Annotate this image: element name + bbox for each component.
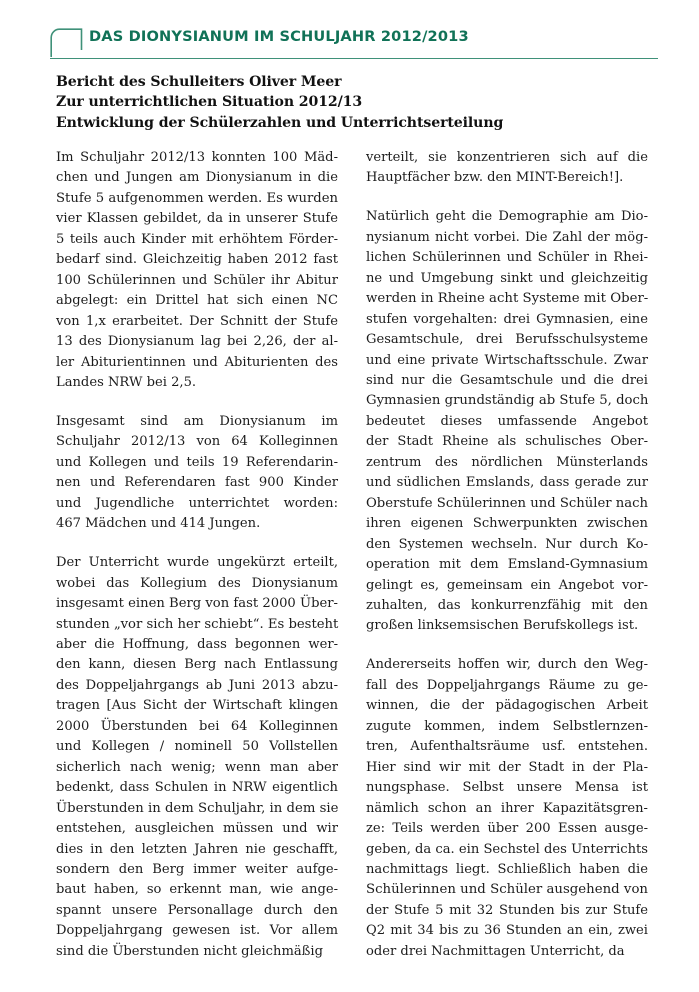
text-line: Hauptfächer bzw. den MINT-Bereich!]. [366, 170, 624, 186]
text-line: sind die Überstunden nicht gleichmäßig [56, 943, 323, 959]
text-line: fall des Doppeljahrgangs Räume zu ge- [366, 677, 648, 693]
text-line: den kann, diesen Berg nach Entlassung [56, 657, 338, 673]
rounded-bracket-icon [50, 28, 84, 58]
text-line: zentrum des nördlichen Münsterlands [366, 454, 648, 470]
text-line: Oberstufe Schülerinnen und Schüler nach [366, 495, 649, 511]
text-line: baut haben, so erkennt man, wie ange- [56, 882, 338, 898]
heading-author: Bericht des Schulleiters Oliver Meer [56, 74, 342, 90]
text-line: und eine private Wirtschaftsschule. Zwar [366, 352, 648, 368]
text-line: Andererseits hoffen wir, durch den Weg- [366, 657, 648, 673]
text-line: Insgesamt sind am Dionysianum im [56, 413, 338, 429]
header-divider [50, 58, 658, 59]
text-line: 5 teils auch Kinder mit erhöhtem Förder- [56, 231, 338, 247]
text-line: Stufe 5 aufgenommen werden. Es wurden [56, 190, 338, 206]
article-headings [56, 72, 656, 133]
right-column [366, 148, 648, 962]
body-columns [56, 148, 647, 962]
text-line: der Stufe 5 mit 32 Stunden bis zur Stufe [366, 902, 648, 918]
text-line: Überstunden in dem Schuljahr, in dem sie [56, 800, 339, 816]
text-line: Landes NRW bei 2,5. [56, 374, 197, 390]
body-paragraph [56, 553, 338, 962]
body-paragraph [366, 655, 648, 962]
left-column [56, 148, 338, 962]
body-paragraph [366, 207, 648, 637]
text-line: und Jugendliche unterrichtet worden: [56, 495, 338, 511]
text-line: nachmittags liegt. Schließlich haben die [366, 861, 648, 877]
text-line: winnen, die der pädagogischen Arbeit [366, 698, 648, 714]
text-line: gelingt es, gemeinsam ein Angebot vor- [366, 577, 648, 593]
text-line: oder drei Nachmittagen Unterricht, da [366, 943, 625, 959]
text-line: sind nur die Gesamtschule und die drei [366, 373, 648, 389]
text-line: zuhalten, das konkurrenzfähig mit den [366, 598, 648, 614]
text-line: tren, Aufenthaltsräume usf. entstehen. [366, 739, 648, 755]
text-line: lichen Schülerinnen und Schüler in Rhei- [366, 250, 648, 266]
text-line: dies in den letzten Jahren nie geschafft, [56, 841, 338, 857]
text-line: chen und Jungen am Dionysianum in die [56, 170, 338, 186]
text-line: wobei das Kollegium des Dionysianum [56, 575, 338, 591]
text-line: ze: Teils werden über 200 Essen ausge- [366, 821, 648, 837]
body-paragraph [366, 148, 648, 189]
text-line: vier Klassen gebildet, da in unserer Stufe [56, 211, 338, 227]
text-line: stunden „vor sich her schiebt“. Es besteht [56, 616, 339, 632]
text-line: Gesamtschule, drei Berufsschulsysteme [366, 332, 648, 348]
text-line: bedeutet dieses umfassende Angebot [366, 413, 648, 429]
text-line: und Kollegen und teils 19 Referendarin- [56, 454, 338, 470]
text-line: bedenkt, dass Schulen in NRW eigentlich [56, 780, 338, 796]
text-line: operation mit dem Emsland-Gymnasium [366, 557, 648, 573]
text-line: nungsphase. Selbst unsere Mensa ist [366, 780, 648, 796]
text-line: nämlich schon an ihrer Kapazitätsgren- [366, 800, 648, 816]
heading-topic: Entwicklung der Schülerzahlen und Unterrichtserteilung [56, 114, 504, 131]
heading-subject: Zur unterrichtlichen Situation 2012/13 [56, 94, 363, 111]
text-line: 2000 Überstunden bei 64 Kolleginnen [56, 718, 338, 734]
text-line: Natürlich geht die Demographie am Dio- [366, 209, 648, 225]
text-line: tragen [Aus Sicht der Wirtschaft klingen [56, 698, 338, 714]
text-line: Doppeljahrgang gewesen ist. Vor allem [56, 923, 338, 939]
text-line: Der Unterricht wurde ungekürzt erteilt, [56, 555, 338, 571]
body-paragraph [56, 148, 338, 393]
text-line: Im Schuljahr 2012/13 konnten 100 Mäd- [56, 150, 338, 165]
text-line: sondern den Berg immer weiter aufge- [56, 861, 338, 877]
text-line: stufen vorgehalten: drei Gymnasien, eine [366, 311, 648, 327]
text-line: Schülerinnen und Schüler ausgehend von [366, 882, 648, 898]
text-line: ler Abiturientinnen und Abiturienten des [56, 354, 338, 370]
text-line: geben, da ca. ein Sechstel des Unterrichts [366, 841, 648, 857]
text-line: 100 Schülerinnen und Schüler ihr Abitur [56, 272, 338, 288]
text-line: ne und Umgebung sinkt und gleichzeitig [366, 270, 648, 286]
text-line: abgelegt: ein Drittel hat sich einen NC [56, 293, 338, 309]
text-line: nen und Referendaren fast 900 Kinder [56, 475, 338, 491]
text-line: bedarf sind. Gleichzeitig haben 2012 fast [56, 252, 338, 268]
text-line: ihren eigenen Schwerpunkten zwischen [366, 516, 648, 532]
text-line: verteilt, sie konzentrieren sich auf die [366, 150, 648, 165]
text-line: insgesamt einen Berg von fast 2000 Über- [56, 596, 338, 612]
text-line: spannt unsere Personallage durch den [56, 902, 338, 918]
text-line: Gymnasien grundständig ab Stufe 5, doch [366, 393, 649, 409]
text-line: zugute kommen, indem Selbstlernzen- [366, 718, 648, 734]
text-line: aber die Hoffnung, dass begonnen wer- [56, 636, 338, 652]
text-line: den Systemen wechseln. Nur durch Ko- [366, 536, 648, 552]
header-title: DAS DIONYSIANUM IM SCHULJAHR 2012/2013 [89, 28, 469, 45]
running-header [50, 26, 655, 60]
text-line: nysianum nicht vorbei. Die Zahl der mög- [366, 229, 648, 245]
text-line: und südlichen Emslands, dass gerade zur [366, 475, 648, 491]
text-line: Schuljahr 2012/13 von 64 Kolleginnen [56, 434, 338, 450]
body-paragraph [56, 412, 338, 535]
text-line: Q2 mit 34 bis zu 36 Stunden an ein, zwei [366, 923, 648, 939]
text-line: und Kollegen / nominell 50 Vollstellen [56, 739, 338, 755]
text-line: Hier sind wir mit der Stadt in der Pla- [366, 759, 648, 775]
text-line: 467 Mädchen und 414 Jungen. [56, 516, 261, 532]
text-line: 13 des Dionysianum lag bei 2,26, der al- [56, 334, 338, 350]
text-line: von 1,x erarbeitet. Der Schnitt der Stufe [56, 313, 338, 329]
text-line: sicherlich nach wenig; wenn man aber [56, 759, 338, 775]
text-line: entstehen, ausgleichen müssen und wir [56, 821, 338, 837]
text-line: werden in Rheine acht Systeme mit Ober- [366, 291, 649, 307]
text-line: des Doppeljahrgangs ab Juni 2013 abzu- [56, 677, 338, 693]
text-line: großen linksemsischen Berufskollegs ist. [366, 618, 639, 634]
text-line: der Stadt Rheine als schulisches Ober- [366, 434, 648, 450]
